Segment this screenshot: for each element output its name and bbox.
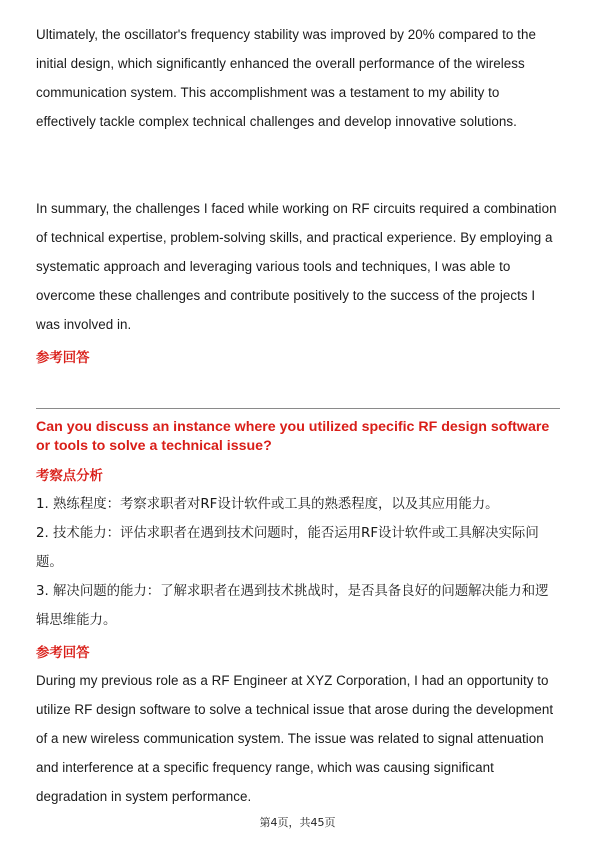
analysis-list xyxy=(36,490,560,635)
paragraph-summary: In summary, the challenges I faced while working on RF circuits required a combination of technical expertise, problem-solving skills, and practical experience. By employing a systematic approach and leveraging various tools and techniques, I was able to overcome these challenges and contribute positively to the success of the projects I was involved in. xyxy=(36,201,557,332)
section-divider xyxy=(36,408,560,409)
paragraph-frequency-stability: Ultimately, the oscillator's frequency stability was improved by 20% compared to the initial design, which significantly enhanced the overall performance of the wireless communication system. This accomplishment was a testament to my ability to effectively tackle complex technical challenges and develop innovative solutions. xyxy=(36,27,536,129)
analysis-label: 考察点分析 xyxy=(36,468,103,483)
reference-answer-label: 参考回答 xyxy=(36,645,90,660)
question-title: Can you discuss an instance where you utilized specific RF design software or tools to solve a technical issue? xyxy=(36,419,550,454)
page-number: 第4页，共45页 xyxy=(259,816,336,829)
analysis-item: 2. 技术能力：评估求职者在遇到技术问题时，能否运用RF设计软件或工具解决实际问题。 xyxy=(36,526,539,570)
analysis-item: 1. 熟练程度：考察求职者对RF设计软件或工具的熟悉程度，以及其应用能力。 xyxy=(36,497,499,512)
reference-answer-label: 参考回答 xyxy=(36,350,90,365)
analysis-item: 3. 解决问题的能力：了解求职者在遇到技术挑战时，是否具备良好的问题解决能力和逻辑思维能力。 xyxy=(36,584,549,628)
answer-paragraph: During my previous role as a RF Engineer at XYZ Corporation, I had an opportunity to utilize RF design software to solve a technical issue that arose during the development of a new wireless communication system. The issue was related to signal attenuation and interference at a specific frequency range, which was causing significant degradation in system performance. xyxy=(36,673,554,804)
